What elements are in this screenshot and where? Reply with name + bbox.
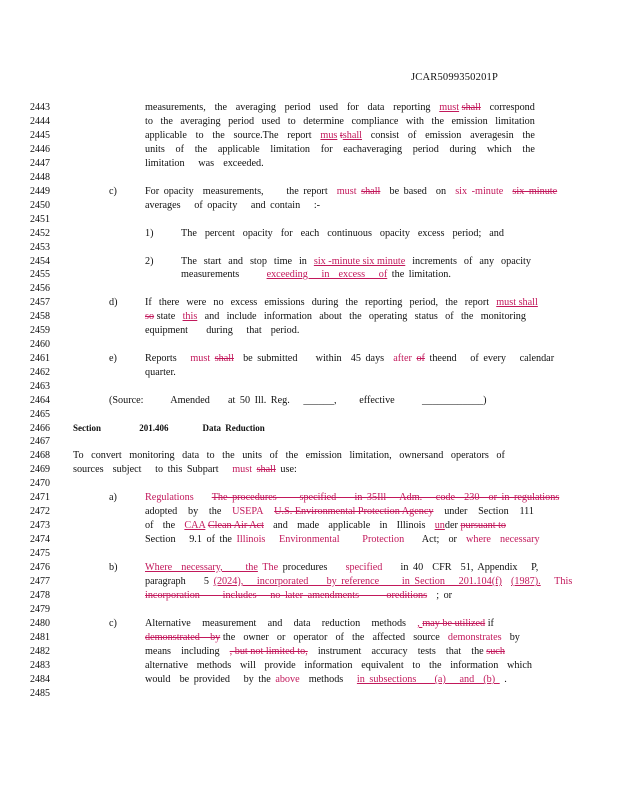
line-number: 2446 (30, 144, 50, 155)
section-heading: Section 201.406 Data Reduction (73, 423, 265, 433)
line-number: 2462 (30, 367, 50, 378)
text-line-2444: to the averaging period used to determine compliance with the emission limitation (145, 116, 535, 127)
text-line-2474: Section 9.1 of the Illinois Environmental Protection Act; or where necessary (145, 534, 540, 545)
item-label-e: e) (109, 353, 117, 364)
line-number: 2453 (30, 242, 50, 253)
line-number: 2471 (30, 492, 50, 503)
item-label-1: 1) (145, 228, 154, 239)
text-line-2450: averages of opacity and contain :- (145, 200, 321, 211)
text-line-2472: adopted by the USEPA U.S. Environmental Protection Agency under Section 111 (145, 506, 534, 517)
line-number: 2483 (30, 660, 50, 671)
line-number: 2469 (30, 464, 50, 475)
line-number: 2465 (30, 409, 50, 420)
text-line-2447: limitation was exceeded. (145, 158, 264, 169)
text-line-2445: applicable to the source.The report mus tshall consist of emission averagesin the (145, 130, 535, 141)
line-number: 2456 (30, 283, 50, 294)
text-line-2449: For opacity measurements, the report must shall be based on six -minute six minute (145, 186, 558, 197)
text-line-2469: sources subject to this Subpart must shall use: (73, 464, 297, 475)
text-line-2455: measurements exceeding in excess of the limitation. (181, 269, 451, 280)
line-number: 2468 (30, 450, 50, 461)
text-line-2484: would be provided by the above methods in subsections (a) and (b) . (145, 674, 507, 685)
line-number: 2480 (30, 618, 50, 629)
line-number: 2472 (30, 506, 50, 517)
source-note: (Source: Amended at 50 Ill. Reg. ______, effective ____________) (109, 395, 487, 406)
line-number: 2467 (30, 436, 50, 447)
line-number: 2448 (30, 172, 50, 183)
line-number: 2455 (30, 269, 50, 280)
line-number: 2484 (30, 674, 50, 685)
line-number: 2457 (30, 297, 50, 308)
text-line-2446: units of the applicable limitation for eachaveraging period during which the (145, 144, 535, 155)
line-number: 2482 (30, 646, 50, 657)
line-number: 2452 (30, 228, 50, 239)
document-code: JCAR5099350201P (411, 72, 499, 83)
line-number: 2473 (30, 520, 50, 531)
text-line-2454: The start and stop time in six -minute six minute increments of any opacity (181, 256, 531, 267)
text-line-2468: To convert monitoring data to the units of the emission limitation, ownersand operators of (73, 450, 505, 461)
line-number: 2451 (30, 214, 50, 225)
line-number: 2463 (30, 381, 50, 392)
item-label-a: a) (109, 492, 117, 503)
line-number: 2481 (30, 632, 50, 643)
line-number: 2477 (30, 576, 50, 587)
line-number: 2458 (30, 311, 50, 322)
item-label-b: b) (109, 562, 118, 573)
item-label-d: d) (109, 297, 118, 308)
line-number: 2485 (30, 688, 50, 699)
text-line-2459: equipment during that period. (145, 325, 300, 336)
line-number: 2460 (30, 339, 50, 350)
text-line-2476: Where necessary, the The procedures specified in 40 CFR 51, Appendix P, (145, 562, 539, 573)
line-number: 2475 (30, 548, 50, 559)
text-line-2483: alternative methods will provide information equivalent to the information which (145, 660, 532, 671)
line-number: 2474 (30, 534, 50, 545)
text-line-2481: demonstrated by the owner or operator of the affected source demonstrates by (145, 632, 520, 643)
line-number: 2479 (30, 604, 50, 615)
line-number: 2466 (30, 423, 50, 434)
text-line-2461: Reports must shall be submitted within 45 days after of theend of every calendar (145, 353, 555, 364)
text-line-2452: The percent opacity for each continuous opacity excess period; and (181, 228, 504, 239)
line-number: 2464 (30, 395, 50, 406)
text-line-2471: Regulations The procedures specified in 35Ill Adm. code 230 or in regulations (145, 492, 560, 503)
text-line-2462: quarter. (145, 367, 176, 378)
text-line-2458: so state this and include information about the operating status of the monitoring (145, 311, 526, 322)
line-number: 2461 (30, 353, 50, 364)
item-label-c: c) (109, 186, 117, 197)
line-number: 2447 (30, 158, 50, 169)
text-line-2443: measurements, the averaging period used for data reporting must shall correspond (145, 102, 535, 113)
line-number: 2459 (30, 325, 50, 336)
line-number: 2476 (30, 562, 50, 573)
line-number: 2478 (30, 590, 50, 601)
text-line-2473: of the CAA Clean Air Act and made applicable in Illinois under pursuant to (145, 520, 506, 531)
text-line-2480: Alternative measurement and data reduction methods , may be utilized if (145, 618, 494, 629)
text-line-2482: means including , but not limited to, instrument accuracy tests that the such (145, 646, 505, 657)
line-number: 2443 (30, 102, 50, 113)
item-label-2: 2) (145, 256, 154, 267)
line-number: 2454 (30, 256, 50, 267)
line-number: 2470 (30, 478, 50, 489)
text-line-2477: paragraph 5 (2024), incorporated by reference in Section 201.104(f) (1987). This (145, 576, 573, 587)
line-number: 2445 (30, 130, 50, 141)
text-line-2457: If there were no excess emissions during the reporting period, the report must shall (145, 297, 538, 308)
text-line-2478: incorporation includes no later amendments oreditions ; or (145, 590, 453, 601)
item-label-c2: c) (109, 618, 117, 629)
line-number: 2444 (30, 116, 50, 127)
line-number: 2449 (30, 186, 50, 197)
line-number: 2450 (30, 200, 50, 211)
